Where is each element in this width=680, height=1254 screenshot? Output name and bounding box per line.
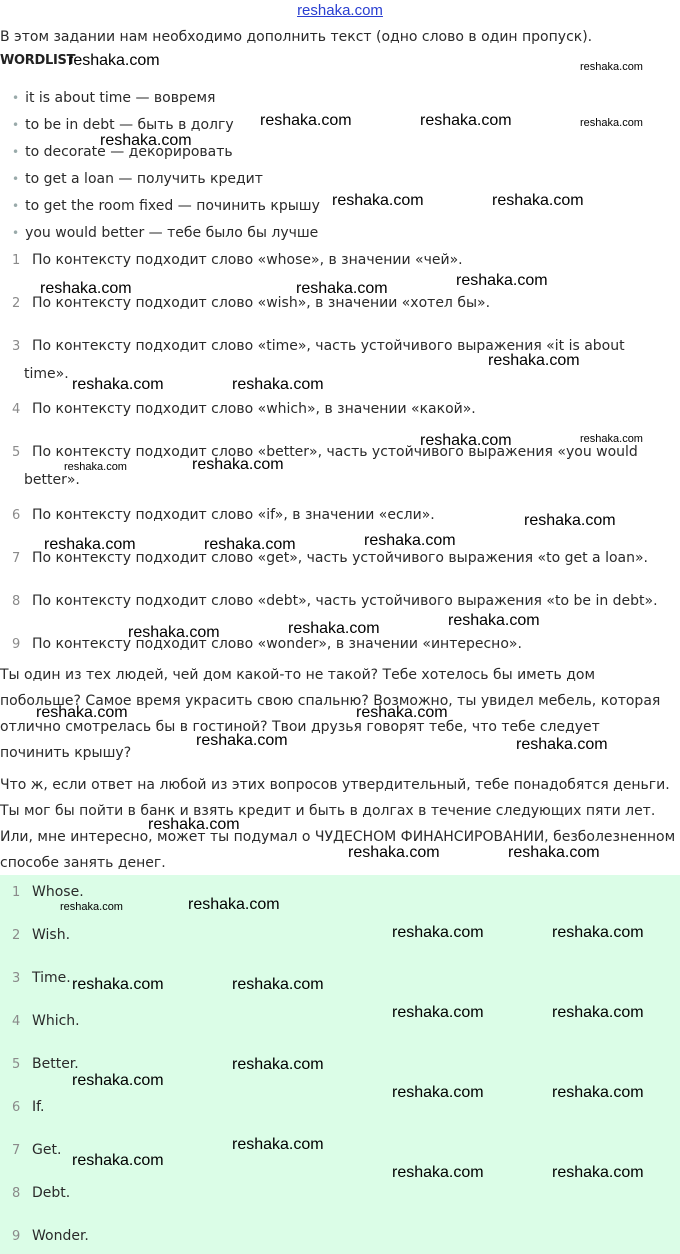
answer-text: Debt.	[32, 1185, 71, 1201]
watermark: reshaka.com	[260, 112, 352, 129]
watermark: reshaka.com	[420, 112, 512, 129]
answer-text: Whose.	[32, 884, 84, 900]
watermark: reshaka.com	[128, 624, 220, 641]
watermark: reshaka.com	[60, 901, 123, 913]
wordlist-item: • it is about time — вовремя	[12, 90, 216, 106]
watermark: reshaka.com	[552, 1084, 644, 1101]
watermark: reshaka.com	[524, 512, 616, 529]
watermark: reshaka.com	[420, 432, 512, 449]
explanation-text: По контексту подходит слово «whose», в значении «чей».	[32, 252, 463, 268]
answer-number: 2	[12, 928, 21, 943]
watermark: reshaka.com	[72, 1072, 164, 1089]
watermark: reshaka.com	[456, 272, 548, 289]
explanation-number: 9	[12, 637, 21, 652]
explanation-number: 8	[12, 594, 21, 609]
intro-text: В этом задании нам необходимо дополнить текст (одно слово в один пропуск).	[0, 29, 593, 45]
watermark: reshaka.com	[192, 456, 284, 473]
watermark: reshaka.com	[488, 352, 580, 369]
wordlist-item: • to get the room fixed — починить крышу	[12, 198, 320, 214]
translation-line: Что ж, если ответ на любой из этих вопросов утвердительный, тебе понадобятся деньги.	[0, 777, 670, 793]
explanation-text: По контексту подходит слово «better», часть устойчивого выражения «you would	[32, 444, 638, 460]
watermark: reshaka.com	[356, 704, 448, 721]
watermark: reshaka.com	[232, 1136, 324, 1153]
answer-number: 3	[12, 971, 21, 986]
answer-number: 1	[12, 885, 21, 900]
translation-line: починить крышу?	[0, 745, 132, 761]
explanation-text: По контексту подходит слово «if», в значении «если».	[32, 507, 435, 523]
translation-line: Ты мог бы пойти в банк и взять кредит и быть в долгах в течение следующих пяти лет.	[0, 803, 656, 819]
translation-line: отлично смотрелась бы в гостиной? Твои друзья говорят тебе, что тебе следует	[0, 719, 600, 735]
watermark: reshaka.com	[348, 844, 440, 861]
watermark: reshaka.com	[232, 376, 324, 393]
watermark: reshaka.com	[72, 976, 164, 993]
bullet-icon: •	[12, 172, 20, 186]
watermark: reshaka.com	[392, 1164, 484, 1181]
watermark: reshaka.com	[580, 117, 643, 129]
answer-number: 8	[12, 1186, 21, 1201]
explanation-number: 7	[12, 551, 21, 566]
watermark: reshaka.com	[188, 896, 280, 913]
bullet-icon: •	[12, 145, 20, 159]
watermark: reshaka.com	[364, 532, 456, 549]
answer-text: Wish.	[32, 927, 71, 943]
watermark: reshaka.com	[580, 61, 643, 73]
watermark: reshaka.com	[448, 612, 540, 629]
watermark: reshaka.com	[392, 1084, 484, 1101]
watermark: reshaka.com	[64, 461, 127, 473]
answer-number: 5	[12, 1057, 21, 1072]
wordlist-item: • to decorate — декорировать	[12, 144, 233, 160]
watermark: reshaka.com	[296, 280, 388, 297]
answer-text: If.	[32, 1099, 45, 1115]
wordlist-title: WORDLIST	[0, 53, 76, 68]
wordlist-item: • to get a loan — получить кредит	[12, 171, 263, 187]
explanation-number: 5	[12, 445, 21, 460]
answer-number: 9	[12, 1229, 21, 1244]
explanation-text: По контексту подходит слово «get», часть устойчивого выражения «to get a loan».	[32, 550, 649, 566]
watermark: reshaka.com	[44, 536, 136, 553]
explanation-number: 6	[12, 508, 21, 523]
answer-number: 7	[12, 1143, 21, 1158]
answer-text: Which.	[32, 1013, 80, 1029]
explanation-text-cont: better».	[24, 472, 80, 488]
explanation-text: По контексту подходит слово «debt», часть устойчивого выражения «to be in debt».	[32, 593, 658, 609]
translation-line: Ты один из тех людей, чей дом какой-то не такой? Тебе хотелось бы иметь дом	[0, 667, 596, 683]
watermark: reshaka.com	[288, 620, 380, 637]
watermark: reshaka.com	[552, 1164, 644, 1181]
watermark: reshaka.com	[392, 1004, 484, 1021]
explanation-number: 1	[12, 253, 21, 268]
translation-line: Или, мне интересно, может ты подумал о ЧУДЕСНОМ ФИНАНСИРОВАНИИ, безболезненном	[0, 829, 676, 845]
answer-text: Get.	[32, 1142, 62, 1158]
translation-line: способе занять денег.	[0, 855, 166, 871]
watermark: reshaka.com	[232, 1056, 324, 1073]
bullet-icon: •	[12, 118, 20, 132]
answer-number: 4	[12, 1014, 21, 1029]
explanation-number: 2	[12, 296, 21, 311]
explanation-number: 3	[12, 339, 21, 354]
explanation-text: По контексту подходит слово «wonder», в значении «интересно».	[32, 636, 522, 652]
watermark: reshaka.com	[516, 736, 608, 753]
watermark: reshaka.com	[68, 52, 160, 69]
bullet-icon: •	[12, 91, 20, 105]
watermark: reshaka.com	[232, 976, 324, 993]
watermark: reshaka.com	[332, 192, 424, 209]
bullet-icon: •	[12, 226, 20, 240]
answer-text: Time.	[32, 970, 71, 986]
watermark: reshaka.com	[100, 132, 192, 149]
watermark: reshaka.com	[148, 816, 240, 833]
watermark: reshaka.com	[36, 704, 128, 721]
wordlist-item: • you would better — тебе было бы лучше	[12, 225, 319, 241]
watermark: reshaka.com	[392, 924, 484, 941]
explanation-number: 4	[12, 402, 21, 417]
answer-text: Better.	[32, 1056, 79, 1072]
bullet-icon: •	[12, 199, 20, 213]
explanation-text: По контексту подходит слово «wish», в значении «хотел бы».	[32, 295, 491, 311]
watermark: reshaka.com	[72, 1152, 164, 1169]
watermark: reshaka.com	[204, 536, 296, 553]
answer-number: 6	[12, 1100, 21, 1115]
explanation-text-cont: time».	[24, 366, 69, 382]
watermark: reshaka.com	[196, 732, 288, 749]
watermark: reshaka.com	[492, 192, 584, 209]
translation-line: побольше? Самое время украсить свою спальню? Возможно, ты увидел мебель, которая	[0, 693, 661, 709]
wordlist-item: • to be in debt — быть в долгу	[12, 117, 234, 133]
watermark: reshaka.com	[580, 433, 643, 445]
watermark: reshaka.com	[552, 1004, 644, 1021]
watermark: reshaka.com	[508, 844, 600, 861]
watermark: reshaka.com	[72, 376, 164, 393]
site-header-link[interactable]: reshaka.com	[297, 2, 383, 19]
watermark: reshaka.com	[40, 280, 132, 297]
watermark: reshaka.com	[552, 924, 644, 941]
explanation-text: По контексту подходит слово «which», в значении «какой».	[32, 401, 476, 417]
answer-text: Wonder.	[32, 1228, 89, 1244]
explanation-text: По контексту подходит слово «time», часть устойчивого выражения «it is about	[32, 338, 625, 354]
